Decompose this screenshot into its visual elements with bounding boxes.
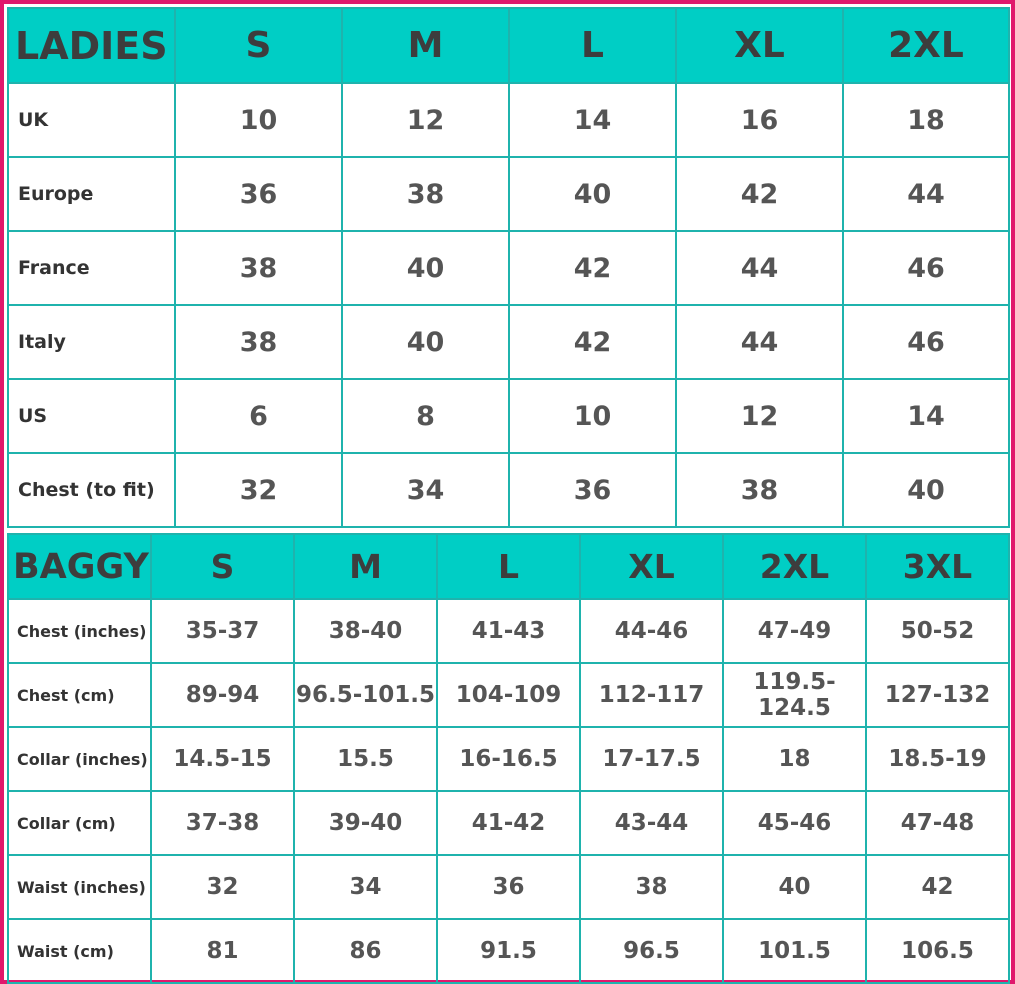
- ladies-size-header: L: [509, 8, 676, 83]
- table-cell: 39-40: [294, 791, 437, 855]
- table-cell: 96.5-101.5: [294, 663, 437, 727]
- table-cell: 37-38: [151, 791, 294, 855]
- table-cell: 40: [843, 453, 1009, 527]
- table-row: [8, 727, 1009, 791]
- baggy-size-header: S: [151, 534, 294, 599]
- row-label: Chest (cm): [8, 663, 151, 727]
- table-cell: 41-42: [437, 791, 580, 855]
- table-cell: 112-117: [580, 663, 723, 727]
- table-cell: 32: [175, 453, 342, 527]
- table-cell: 89-94: [151, 663, 294, 727]
- baggy-size-header: XL: [580, 534, 723, 599]
- row-label: France: [8, 231, 175, 305]
- baggy-title: BAGGY: [8, 534, 151, 599]
- row-label: Waist (cm): [8, 919, 151, 983]
- table-cell: 14: [843, 379, 1009, 453]
- table-cell: 45-46: [723, 791, 866, 855]
- table-cell: 16: [676, 83, 843, 157]
- table-cell: 10: [509, 379, 676, 453]
- baggy-size-header: 2XL: [723, 534, 866, 599]
- table-cell: 35-37: [151, 599, 294, 663]
- table-row: [8, 231, 1009, 305]
- table-cell: 40: [342, 305, 509, 379]
- table-cell: 16-16.5: [437, 727, 580, 791]
- table-cell: 38: [580, 855, 723, 919]
- table-row: [8, 157, 1009, 231]
- table-cell: 10: [175, 83, 342, 157]
- baggy-header-row: [8, 534, 1009, 599]
- baggy-size-table: [7, 533, 1010, 984]
- table-cell: 8: [342, 379, 509, 453]
- row-label: Europe: [8, 157, 175, 231]
- table-cell: 15.5: [294, 727, 437, 791]
- table-cell: 12: [676, 379, 843, 453]
- table-cell: 42: [866, 855, 1009, 919]
- table-cell: 38: [175, 231, 342, 305]
- baggy-size-header: 3XL: [866, 534, 1009, 599]
- baggy-size-header: M: [294, 534, 437, 599]
- table-cell: 40: [342, 231, 509, 305]
- table-cell: 91.5: [437, 919, 580, 983]
- table-cell: 40: [509, 157, 676, 231]
- table-cell: 18: [723, 727, 866, 791]
- table-row: [8, 83, 1009, 157]
- ladies-header-row: [8, 8, 1009, 83]
- table-cell: 119.5-124.5: [723, 663, 866, 727]
- row-label: US: [8, 379, 175, 453]
- table-cell: 44-46: [580, 599, 723, 663]
- table-row: [8, 305, 1009, 379]
- table-cell: 17-17.5: [580, 727, 723, 791]
- table-cell: 34: [342, 453, 509, 527]
- table-cell: 38: [175, 305, 342, 379]
- table-cell: 106.5: [866, 919, 1009, 983]
- table-cell: 42: [509, 305, 676, 379]
- row-label: Collar (cm): [8, 791, 151, 855]
- ladies-size-header: S: [175, 8, 342, 83]
- table-cell: 81: [151, 919, 294, 983]
- table-cell: 47-49: [723, 599, 866, 663]
- table-row: [8, 919, 1009, 983]
- table-cell: 44: [676, 305, 843, 379]
- table-cell: 104-109: [437, 663, 580, 727]
- table-cell: 34: [294, 855, 437, 919]
- table-cell: 50-52: [866, 599, 1009, 663]
- table-cell: 44: [843, 157, 1009, 231]
- table-cell: 47-48: [866, 791, 1009, 855]
- ladies-size-header: XL: [676, 8, 843, 83]
- row-label: UK: [8, 83, 175, 157]
- table-cell: 14.5-15: [151, 727, 294, 791]
- table-cell: 32: [151, 855, 294, 919]
- table-cell: 36: [175, 157, 342, 231]
- row-label: Chest (to fit): [8, 453, 175, 527]
- table-cell: 36: [437, 855, 580, 919]
- table-cell: 46: [843, 305, 1009, 379]
- table-cell: 43-44: [580, 791, 723, 855]
- ladies-size-header: 2XL: [843, 8, 1009, 83]
- table-cell: 18.5-19: [866, 727, 1009, 791]
- table-cell: 38-40: [294, 599, 437, 663]
- table-cell: 41-43: [437, 599, 580, 663]
- ladies-size-table: [7, 7, 1010, 528]
- table-cell: 18: [843, 83, 1009, 157]
- table-cell: 44: [676, 231, 843, 305]
- baggy-size-header: L: [437, 534, 580, 599]
- table-row: [8, 663, 1009, 727]
- table-cell: 46: [843, 231, 1009, 305]
- ladies-title: LADIES: [8, 8, 175, 83]
- table-row: [8, 599, 1009, 663]
- table-cell: 101.5: [723, 919, 866, 983]
- table-row: [8, 791, 1009, 855]
- ladies-size-header: M: [342, 8, 509, 83]
- table-cell: 6: [175, 379, 342, 453]
- table-row: [8, 379, 1009, 453]
- table-cell: 12: [342, 83, 509, 157]
- table-cell: 14: [509, 83, 676, 157]
- table-cell: 96.5: [580, 919, 723, 983]
- table-cell: 38: [342, 157, 509, 231]
- row-label: Italy: [8, 305, 175, 379]
- row-label: Collar (inches): [8, 727, 151, 791]
- table-cell: 38: [676, 453, 843, 527]
- table-cell: 42: [676, 157, 843, 231]
- row-label: Chest (inches): [8, 599, 151, 663]
- table-cell: 127-132: [866, 663, 1009, 727]
- table-row: [8, 855, 1009, 919]
- row-label: Waist (inches): [8, 855, 151, 919]
- table-row: [8, 453, 1009, 527]
- table-cell: 36: [509, 453, 676, 527]
- table-cell: 40: [723, 855, 866, 919]
- table-cell: 86: [294, 919, 437, 983]
- table-cell: 42: [509, 231, 676, 305]
